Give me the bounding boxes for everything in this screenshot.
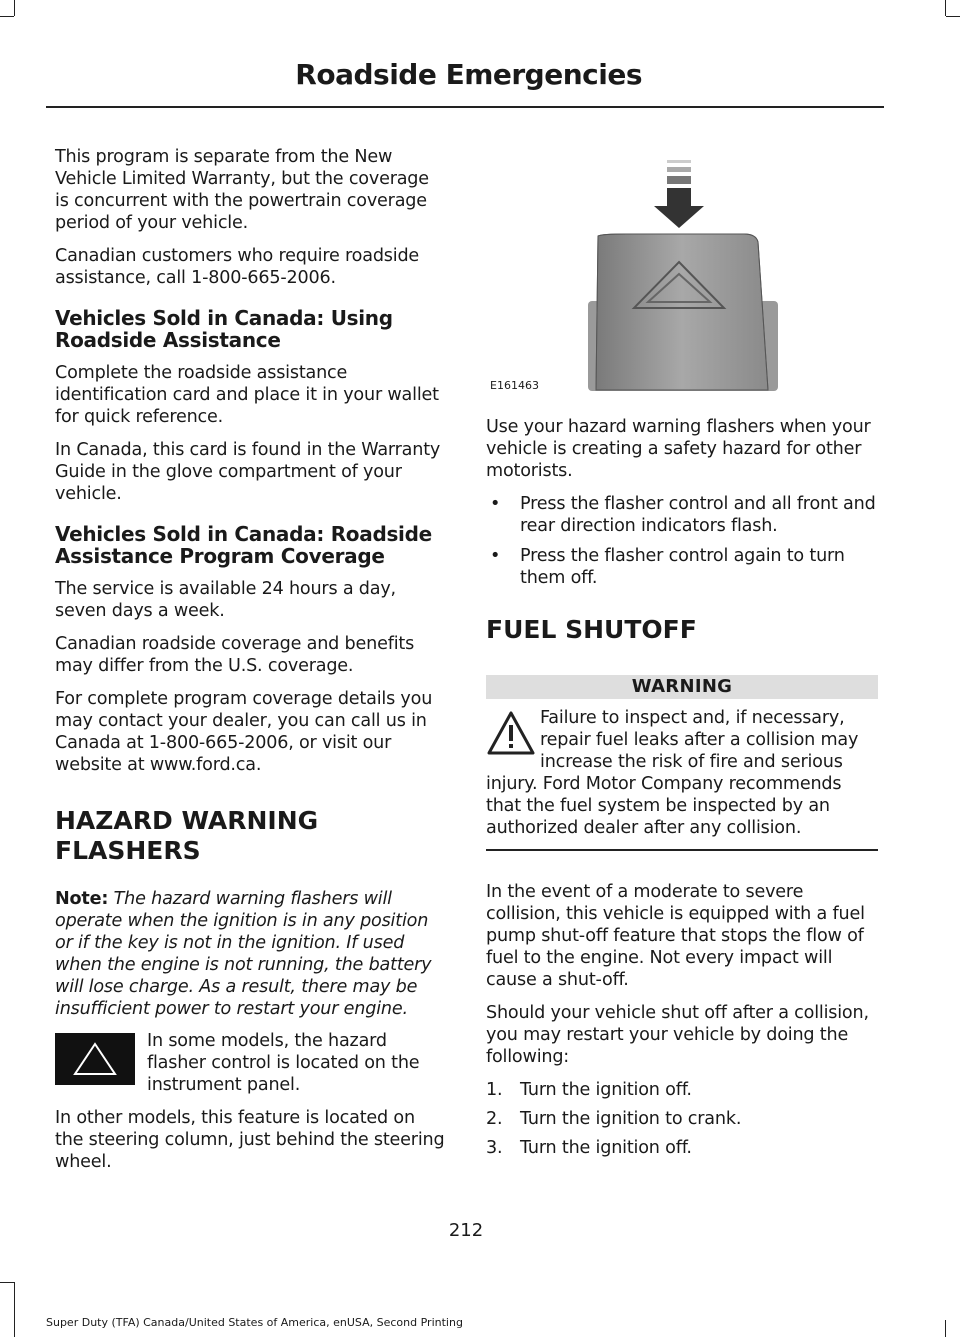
chapter-heading: FUEL SHUTOFF [486,615,697,644]
crop-mark [0,16,14,17]
page-title: Roadside Emergencies [295,58,642,91]
warning-title: WARNING [486,675,878,699]
step-number: 3. [486,1138,503,1158]
paragraph: Canadian roadside coverage and benefits may differ from the U.S. coverage. [55,634,415,676]
note-label: Note: [55,889,109,909]
step-text: Turn the ignition off. [520,1138,692,1158]
crop-mark [14,0,15,16]
paragraph: In the event of a moderate to severe collision, this vehicle is equipped with a fuel pump shut-off feature that stops the flow of fuel to the engine. Not every impact will cause a shut-off. [486,882,865,990]
list-item [486,1079,878,1101]
section-heading: Vehicles Sold in Canada: Using Roadside Assistance [55,306,393,352]
footer-text: Super Duty (TFA) Canada/United States of America, enUSA, Second Printing [46,1316,463,1329]
chapter-heading: HAZARD WARNING FLASHERS [55,806,319,865]
numbered-list [486,1079,878,1159]
step-text: Turn the ignition to crank. [520,1109,742,1129]
crop-mark [946,16,960,17]
step-number: 2. [486,1109,503,1129]
list-item [486,1137,878,1159]
list-item: • Press the flasher control again to turn them off. [486,545,878,589]
paragraph: Use your hazard warning flashers when your vehicle is creating a safety hazard for other motorists. [486,417,871,481]
warning-box [486,707,878,851]
paragraph: This program is separate from the New Vehicle Limited Warranty, but the coverage is concurrent with the powertrain coverage period of your vehicle. [55,147,429,233]
paragraph: Should your vehicle shut off after a collision, you may restart your vehicle by doing the following: [486,1003,869,1067]
paragraph: The service is available 24 hours a day, seven days a week. [55,579,396,621]
left-column [55,146,447,1184]
warning-triangle-icon [486,709,536,759]
hazard-triangle-icon [55,1033,135,1085]
section-heading: Vehicles Sold in Canada: Roadside Assistance Program Coverage [55,522,432,568]
paragraph: Canadian customers who require roadside assistance, call 1-800-665-2006. [55,246,420,288]
paragraph: Complete the roadside assistance identification card and place it in your wallet for quick reference. [55,363,439,427]
right-column [486,156,878,1166]
page-number: 212 [448,1220,484,1241]
list-item [486,1108,878,1130]
crop-mark [0,1282,14,1283]
figure-code: E161463 [490,379,539,392]
step-text: Turn the ignition off. [520,1080,692,1100]
header-divider [46,106,884,108]
note-text: The hazard warning flashers will operate when the ignition is in any position or if the key is not in the ignition. If used when the engine is not running, the battery will lose charge. As a result, there may be insufficient power to restart your engine. [55,889,432,1019]
crop-mark [14,1282,15,1337]
paragraph: In some models, the hazard flasher control is located on the instrument panel. [147,1031,420,1095]
paragraph: In other models, this feature is located on the steering column, just behind the steering wheel. [55,1108,445,1172]
step-number: 1. [486,1080,503,1100]
hazard-symbol-row [55,1030,447,1096]
warning-text: Failure to inspect and, if necessary, repair fuel leaks after a collision may increase the risk of fire and serious injury. Ford Motor Company recommends that the fuel system be inspected by an authorized dealer after any collision. [486,708,859,838]
list-item: • Press the flasher control and all front and rear direction indicators flash. [486,493,878,537]
hazard-button-image [486,156,878,406]
paragraph: For complete program coverage details you may contact your dealer, you can call us in Canada at 1-800-665-2006, or visit our website at www.ford.ca. [55,689,433,775]
paragraph: In Canada, this card is found in the Warranty Guide in the glove compartment of your vehicle. [55,440,441,504]
hazard-button-illustration [486,156,878,406]
crop-mark [945,1320,946,1337]
crop-mark [945,0,946,16]
bullet-list [486,493,878,589]
note [55,888,447,1020]
